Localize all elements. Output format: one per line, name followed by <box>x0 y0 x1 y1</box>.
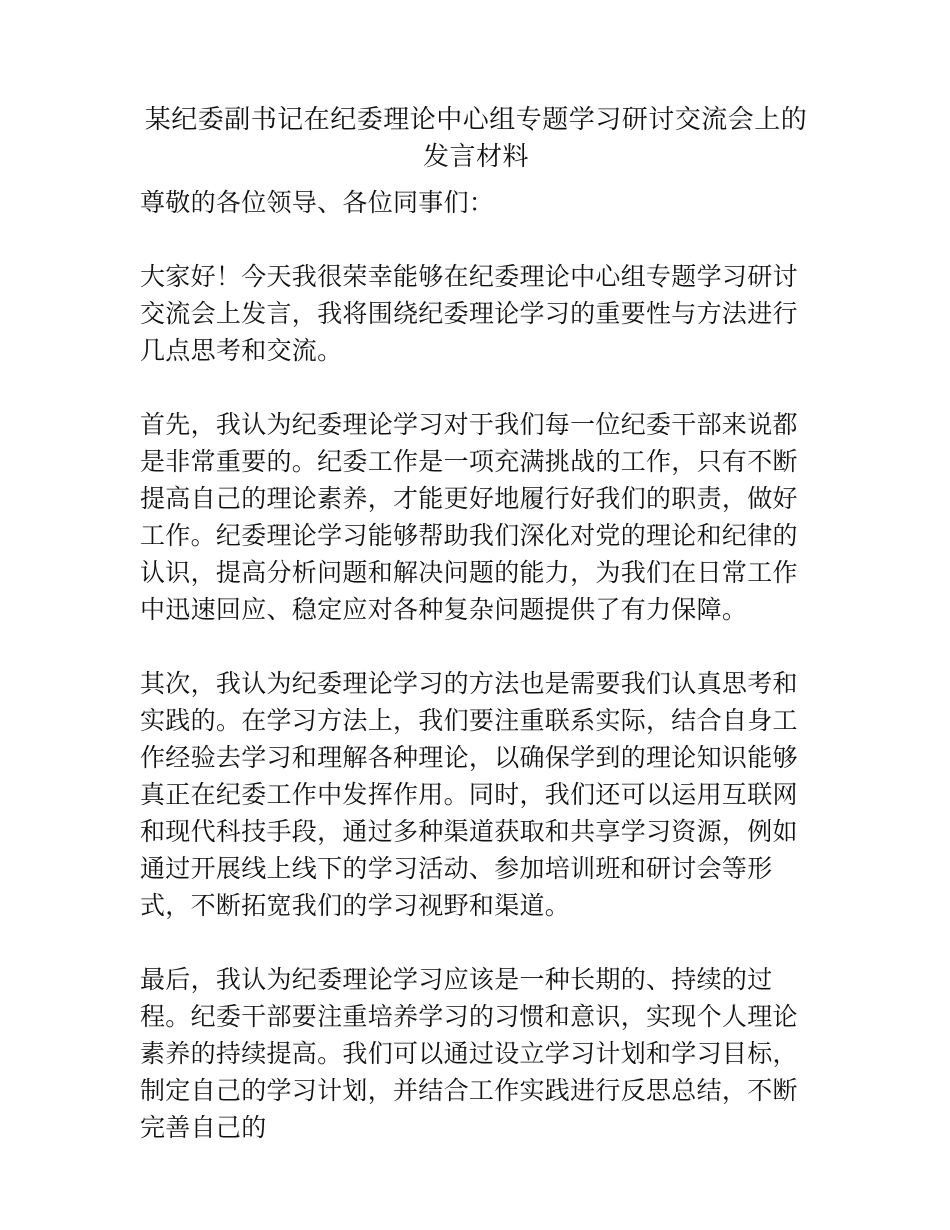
paragraph-second-point: 其次，我认为纪委理论学习的方法也是需要我们认真思考和实践的。在学习方法上，我们要注重联系实际，结合自身工作经验去学习和理解各种理论，以确保学到的理论知识能够真正在纪委工作中发挥作用。同时，我们还可以运用互联网和现代科技手段，通过多种渠道获取和共享学习资源，例如通过开展线上线下的学习活动、参加培训班和研讨会等形式，不断拓宽我们的学习视野和渠道。 <box>140 669 798 920</box>
paragraph-opening: 大家好！今天我很荣幸能够在纪委理论中心组专题学习研讨交流会上发言，我将围绕纪委理论学习的重要性与方法进行几点思考和交流。 <box>140 262 798 365</box>
paragraph-final-point: 最后，我认为纪委理论学习应该是一种长期的、持续的过程。纪委干部要注重培养学习的习惯和意识，实现个人理论素养的持续提高。我们可以通过设立学习计划和学习目标，制定自己的学习计划，并结合工作实践进行反思总结，不断完善自己的 <box>140 965 798 1142</box>
document-page <box>140 102 812 1183</box>
document-title: 某纪委副书记在纪委理论中心组专题学习研讨交流会上的发言材料 <box>144 105 808 172</box>
paragraph-first-point: 首先，我认为纪委理论学习对于我们每一位纪委干部来说都是非常重要的。纪委工作是一项充满挑战的工作，只有不断提高自己的理论素养，才能更好地履行好我们的职责，做好工作。纪委理论学习能够帮助我们深化对党的理论和纪律的认识，提高分析问题和解决问题的能力，为我们在日常工作中迅速回应、稳定应对各种复杂问题提供了有力保障。 <box>140 410 798 624</box>
salutation: 尊敬的各位领导、各位同事们： <box>140 188 495 217</box>
